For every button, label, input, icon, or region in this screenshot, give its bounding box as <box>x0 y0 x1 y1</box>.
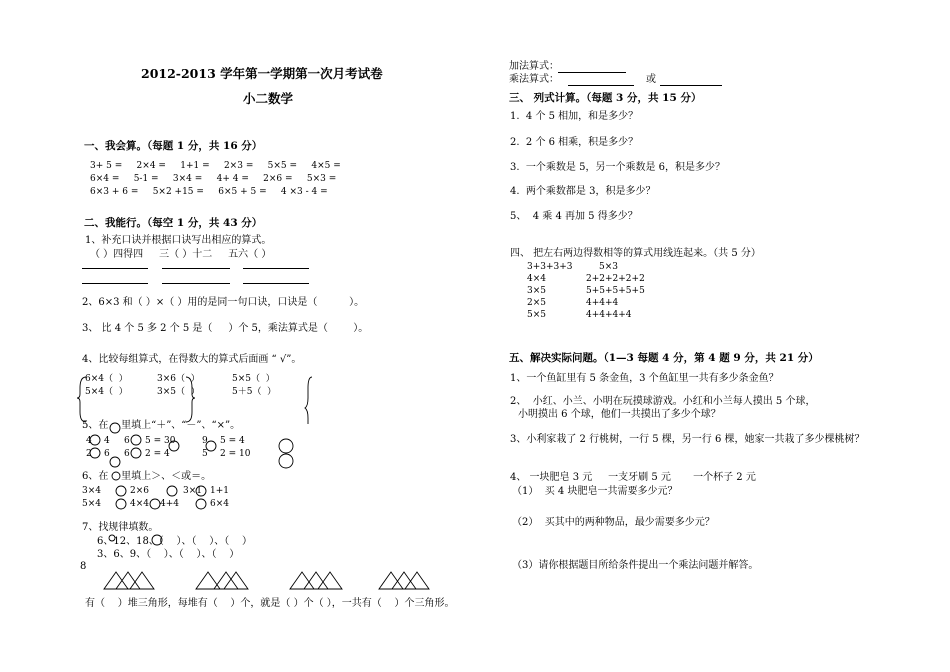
q7-sequence-2: 3、6、9、（ ）、（ ）、（ ） <box>97 549 240 560</box>
blank-circle <box>110 457 120 467</box>
sec3-item: 4. 两个乘数都是 3，积是多少？ <box>510 186 656 197</box>
sec5-q2-line1: 2、 小红、小兰、小明在玩摸球游戏。小红和小兰每人摸出 5 个球， <box>510 396 816 407</box>
q6-expr: 4×4 <box>130 499 149 509</box>
match-left-item[interactable]: 2×5 <box>527 298 546 308</box>
q5-num: 5 = 4 <box>220 436 245 446</box>
q4-item: 3×6（ ） <box>157 374 200 384</box>
section-5-heading: 五、解决实际问题。（1—3 每题 4 分，第 4 题 9 分，共 21 分） <box>509 352 819 364</box>
section-2-heading: 二、我能行。（每空 1 分，共 43 分） <box>84 217 263 229</box>
sec3-item: 3. 一个乘数是 5，另一个乘数是 6，积是多少？ <box>510 162 725 173</box>
match-right-item[interactable]: 5×3 <box>599 262 618 272</box>
sec2-q2: 2、6×3 和（ ）×（ ）用的是同一句口诀，口诀是（ ）。 <box>82 297 365 308</box>
q5-num: 9 <box>202 436 208 446</box>
q5-num: 6 <box>124 449 130 459</box>
sec5-q2-line2: 小明摸出 6 个球，他们一共摸出了多少个球？ <box>518 409 721 420</box>
q5-num: 5 = 30 <box>145 436 176 446</box>
addition-formula-label: 加法算式： <box>509 61 559 72</box>
sec1-row-1: 3+ 5 = 2×4 = 1+1 = 2×3 = 5×5 = 4×5 = <box>90 161 341 171</box>
q5-num: 6 <box>104 449 110 459</box>
blank-circle <box>112 472 120 480</box>
match-right-item[interactable]: 5+5+5+5+5 <box>586 286 645 296</box>
q6-expr: 2×6 <box>130 486 149 496</box>
blank-circle <box>131 448 141 458</box>
q5-num: 6 <box>124 436 130 446</box>
section-1-heading: 一、我会算。（每题 1 分，共 16 分） <box>84 140 263 152</box>
q6-expr: 3×4 <box>82 486 101 496</box>
multiplication-formula-label: 乘法算式： <box>509 74 559 85</box>
blank-circle <box>206 441 216 451</box>
blank-circle <box>196 499 206 509</box>
q4-item: 5×5（ ） <box>232 374 275 384</box>
match-right-item[interactable]: 4+4+4 <box>586 298 619 308</box>
q6-expr: 5×4 <box>82 499 101 509</box>
sec2-q7: 7、找规律填数。 <box>82 522 159 533</box>
q5-num: 4 <box>104 436 110 446</box>
brace-shape <box>305 377 312 424</box>
q5-num: 5 <box>202 449 208 459</box>
sec5-q4-part2: （2） 买其中的两种物品，最少需要多少元？ <box>512 517 715 528</box>
sec2-q3: 3、 比 4 个 5 多 2 个 5 是（ ）个 5，乘法算式是（ ）。 <box>82 323 369 334</box>
sec1-row-2: 6×4 = 5-1 = 3×4 = 4+ 4 = 2×6 = 5×3 = <box>90 174 337 184</box>
blank-circle <box>110 423 120 433</box>
exam-title: 2012-2013 学年第一学期第一次月考试卷 <box>141 66 383 81</box>
q5-num: 4 <box>86 436 92 446</box>
blank-circle <box>167 486 177 496</box>
q4-item: 5×4（ ） <box>85 387 128 397</box>
q6-expr: 4+4 <box>160 499 179 509</box>
sec2-q4: 4、比较每组算式，在得数大的算式后面画 “ √”。 <box>82 354 302 365</box>
blank-circle <box>90 435 100 445</box>
sec3-item: 2. 2 个 6 相乘，积是多少？ <box>510 137 639 148</box>
q5-num: 2 = 10 <box>220 449 251 459</box>
sec5-q4: 4、 一块肥皂 3 元 一支牙刷 5 元 一个杯子 2 元 <box>510 472 756 483</box>
q4-item: 6×4（ ） <box>85 374 128 384</box>
sec1-row-3: 6×3 + 6 = 5×2 +15 = 6×5 + 5 = 4 ×3 - 4 = <box>90 187 328 197</box>
q6-expr: 1+1 <box>210 486 229 496</box>
sec5-q1: 1、一个鱼缸里有 5 条金鱼，3 个鱼缸里一共有多少条金鱼？ <box>510 373 779 384</box>
q5-num: 2 <box>86 449 92 459</box>
blank-circle <box>279 454 293 468</box>
section-3-heading: 三、 列式计算。（每题 3 分，共 15 分） <box>509 92 702 104</box>
q4-item: 5＋5（ ） <box>232 387 277 397</box>
q6-expr: 6×4 <box>210 499 229 509</box>
blank-circle <box>279 439 293 453</box>
match-right-item[interactable]: 2+2+2+2+2 <box>586 274 645 284</box>
q5-num: 2 = 4 <box>145 449 170 459</box>
sec2-q6: 6、在 里填上＞、＜或＝。 <box>82 471 212 482</box>
answer-line[interactable] <box>568 85 634 86</box>
sec5-q3: 3、小利家栽了 2 行桃树，一行 5 棵，另一行 6 棵，她家一共栽了多少棵桃树？ <box>510 434 865 445</box>
match-left-item[interactable]: 4×4 <box>527 274 546 284</box>
sec5-q4-part3: （3）请你根据题目所给条件提出一个乘法问题并解答。 <box>512 560 759 571</box>
exam-subject: 小二数学 <box>243 91 294 106</box>
blank-circle <box>196 486 206 496</box>
blank-circle <box>116 499 126 509</box>
answer-line[interactable] <box>558 72 626 73</box>
sec5-q4-part1: （1） 买 4 块肥皂一共需要多少元？ <box>512 486 678 497</box>
sec3-item: 5、 4 乘 4 再加 5 得多少？ <box>510 211 638 222</box>
match-right-item[interactable]: 4+4+4+4 <box>586 310 632 320</box>
brace-shape <box>186 377 195 422</box>
brace-shape <box>77 377 86 422</box>
sec2-q1: 1、补充口诀并根据口诀写出相应的算式。 <box>85 235 272 246</box>
q4-item: 3×5（ ） <box>157 387 200 397</box>
sec2-q5: 5、在 里填上“＋”、“－”、“×”。 <box>82 420 241 431</box>
section-4-heading: 四、 把左右两边得数相等的算式用线连起来。（共 5 分） <box>510 248 761 259</box>
sec3-item: 1. 4 个 5 相加，和是多少？ <box>510 111 639 122</box>
q8-text: 有（ ）堆三角形，每堆有（ ）个，就是（ ）个（ ），一共有（ ）个三角形。 <box>85 598 455 609</box>
blank-circle <box>90 448 100 458</box>
match-left-item[interactable]: 3+3+3+3 <box>527 262 573 272</box>
q8-number: 8 <box>80 561 87 572</box>
match-left-item[interactable]: 5×5 <box>527 310 546 320</box>
match-left-item[interactable]: 3×5 <box>527 286 546 296</box>
answer-line[interactable] <box>660 85 722 86</box>
sec2-q1-items: （ ）四得四 三（ ）十二 五六（ ） <box>90 249 272 260</box>
blank-circle <box>116 486 126 496</box>
blank-circle <box>131 435 141 445</box>
q6-expr: 3×1 <box>183 486 202 496</box>
blank-circle <box>150 499 160 509</box>
q7-sequence-1: 6、12、18、（ ）、（ ）、（ ） <box>97 536 252 547</box>
or-label: 或 <box>646 74 656 85</box>
blank-circle <box>169 441 179 451</box>
blank-circle <box>152 535 162 545</box>
blank-circle <box>109 535 115 541</box>
